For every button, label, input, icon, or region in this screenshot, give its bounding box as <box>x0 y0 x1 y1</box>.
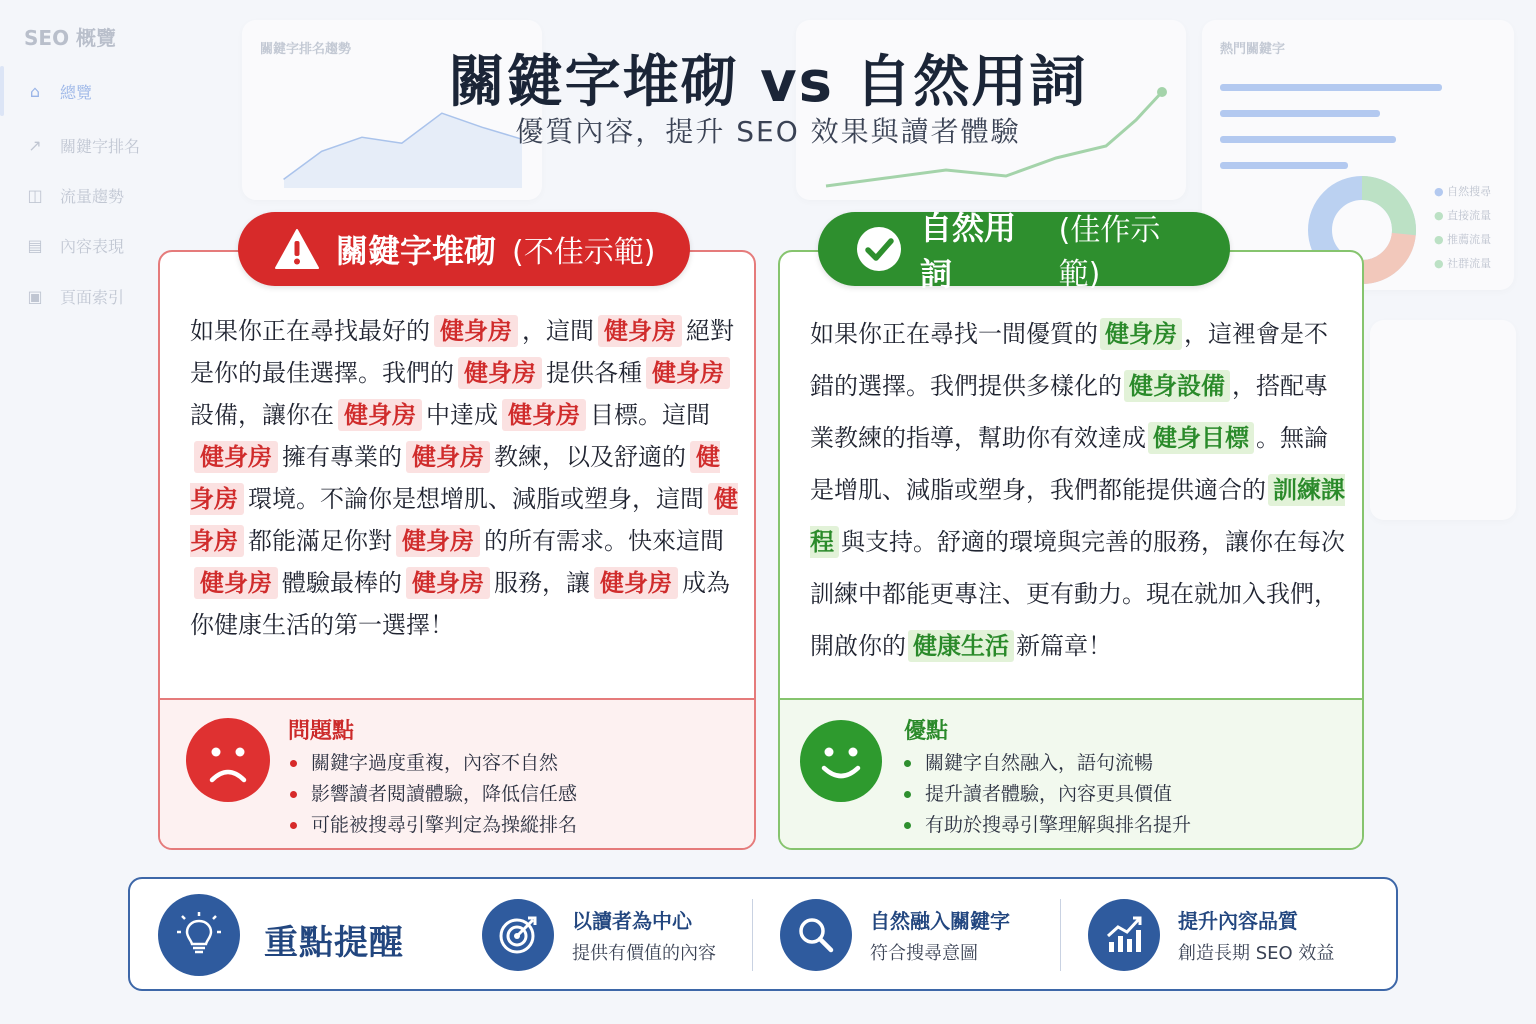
bad-example-badge <box>238 212 690 286</box>
index-icon: ▣ <box>27 286 43 306</box>
good-badge-note: (佳作示範) <box>1058 213 1161 292</box>
paragraph-text: 新篇章！ <box>1016 632 1112 660</box>
donut-legend: ● 自然搜尋 ● 直接流量 ● 推薦流量 ● 社群流量 <box>1434 185 1492 270</box>
keyword-highlight: 健身房 <box>458 357 542 389</box>
key-reminders-bar <box>128 877 1398 991</box>
paragraph-text: ，這間 <box>522 317 594 345</box>
sad-face-icon <box>186 718 270 802</box>
paragraph-text: 如果你正在尋找最好的 <box>190 317 430 345</box>
divider <box>1060 899 1061 971</box>
tip-subtext: 創造長期 SEO 效益 <box>1178 943 1335 964</box>
keyword-highlight: 健身設備 <box>1124 370 1230 402</box>
paragraph-text: 擁有專業的 <box>282 443 402 471</box>
paragraph-text: ，搭配 <box>1232 372 1304 400</box>
paragraph-text: 成為你健康生活的 <box>190 569 730 639</box>
keyword-highlight: 健身房 <box>646 357 730 389</box>
tip-heading: 自然融入關鍵字 <box>870 909 1010 933</box>
paragraph-text: 服務，讓 <box>494 569 590 597</box>
tip-heading: 提升內容品質 <box>1178 909 1298 933</box>
paragraph-text: 不錯的選擇。我們提供多樣化的 <box>810 320 1328 400</box>
sidebar-title: SEO 概覽 <box>24 26 117 50</box>
paragraph-text: 環境。不論你是想增肌、 <box>248 485 512 513</box>
document-icon: ▤ <box>27 235 43 255</box>
chart-icon: ◫ <box>27 185 43 205</box>
keyword-highlight: 健身房 <box>406 441 490 473</box>
bad-badge-label: 關鍵字堆砌 <box>336 232 497 270</box>
paragraph-text: 減脂或塑身，這間 <box>512 485 704 513</box>
keyword-highlight: 健身房 <box>502 399 586 431</box>
bad-example-panel <box>158 250 756 850</box>
keyword-highlight: 健身房 <box>396 525 480 557</box>
list-item: 關鍵字自然融入，語句流暢 <box>904 748 1191 779</box>
sidebar-item-label: 流量趨勢 <box>60 186 125 206</box>
check-circle-icon <box>854 224 904 274</box>
keyword-highlight: 健身房 <box>194 441 278 473</box>
good-points-section <box>780 698 1362 848</box>
paragraph-text: 如果你正在尋找一間優質的 <box>810 320 1098 348</box>
tip-subtext: 提供有價值的內容 <box>572 943 716 964</box>
paragraph-text: 第一選擇！ <box>334 611 454 639</box>
bad-points-list <box>290 748 577 841</box>
target-icon <box>482 899 554 971</box>
keyword-highlight: 健身房 <box>190 485 738 555</box>
keyword-highlight: 健康生活 <box>908 630 1014 662</box>
good-badge-label: 自然用詞 <box>920 209 1017 293</box>
search-icon <box>780 899 852 971</box>
list-item: 影響讀者閱讀體驗，降低信任感 <box>290 779 577 810</box>
smile-face-icon <box>800 720 882 802</box>
bad-points-section <box>160 698 754 848</box>
paragraph-text: 中達成 <box>426 401 498 429</box>
divider <box>752 899 753 971</box>
paragraph-text: 絕對是你的最佳選擇。我們的 <box>190 317 734 387</box>
side-card <box>1370 320 1516 520</box>
lightbulb-icon <box>158 894 240 976</box>
paragraph-text: 的所有需求。快來這間 <box>484 527 724 555</box>
paragraph-text: 體驗最棒的 <box>282 569 402 597</box>
list-item: 關鍵字過度重複，內容不自然 <box>290 748 577 779</box>
paragraph-text: 都能滿足你對 <box>248 527 392 555</box>
list-item: 有助於搜尋引擎理解與排名提升 <box>904 810 1191 841</box>
good-example-text <box>810 308 1350 672</box>
tip-subtext: 符合搜尋意圖 <box>870 943 978 964</box>
keyword-highlight: 健身房 <box>338 399 422 431</box>
keyword-highlight: 健身房 <box>190 443 720 513</box>
paragraph-text: ，這裡會是 <box>1184 320 1304 348</box>
trend-icon: ↗ <box>28 135 42 155</box>
keyword-highlight: 健身房 <box>594 567 678 599</box>
paragraph-text: 以及舒適的 <box>566 443 686 471</box>
paragraph-text: 。 <box>1256 424 1280 452</box>
bad-points-title: 問題點 <box>288 719 355 744</box>
sidebar-item-content[interactable] <box>24 230 124 260</box>
paragraph-text: 提供各種 <box>546 359 642 387</box>
home-icon: ⌂ <box>29 81 41 101</box>
sidebar-item-traffic[interactable] <box>24 180 124 210</box>
keyword-highlight: 健身房 <box>434 315 518 347</box>
paragraph-text: 現在就加入我們，開啟你的 <box>810 580 1338 660</box>
good-points-title: 優點 <box>904 719 949 744</box>
keyword-highlight: 健身房 <box>194 567 278 599</box>
sidebar-item-label: 內容表現 <box>60 236 125 256</box>
keyword-highlight: 健身房 <box>406 567 490 599</box>
paragraph-text: 教練， <box>494 443 566 471</box>
sidebar-item-index[interactable] <box>24 281 124 311</box>
keyword-highlight: 健身目標 <box>1148 422 1254 454</box>
keyword-highlight: 訓練課程 <box>810 476 1345 556</box>
growth-chart-icon <box>1088 899 1160 971</box>
list-item: 可能被搜尋引擎判定為操縱排名 <box>290 810 577 841</box>
paragraph-text: 目標。這間 <box>590 401 710 429</box>
paragraph-text: 無論是增肌、減脂或塑身，我們都能提供適合 <box>810 424 1328 504</box>
sidebar-item-label: 總覽 <box>60 82 93 102</box>
tip-heading: 以讀者為中心 <box>572 909 692 933</box>
paragraph-text: 讓你在每次訓練中都能更專注、更有動力。 <box>810 528 1345 608</box>
good-points-list <box>904 748 1191 841</box>
hot-keywords-title: 熱門關鍵字 <box>1220 42 1286 57</box>
key-reminders-title: 重點提醒 <box>264 923 404 963</box>
keyword-highlight: 健身房 <box>598 315 682 347</box>
paragraph-text: 設備，讓你在 <box>190 401 334 429</box>
page-subtitle: 優質內容，提升 SEO 效果與讀者體驗 <box>515 115 1021 148</box>
good-example-panel <box>778 250 1364 850</box>
paragraph-text: 與支持。舒適的環境與完善的服務， <box>841 528 1225 556</box>
keyword-highlight: 健身房 <box>1100 318 1182 350</box>
warning-icon <box>274 228 320 270</box>
page-title: 關鍵字堆砌 vs 自然用詞 <box>448 50 1088 115</box>
bad-badge-note: (不佳示範) <box>512 235 656 270</box>
good-example-badge <box>818 209 1230 293</box>
list-item: 提升讀者體驗，內容更具價值 <box>904 779 1191 810</box>
sidebar-item-label: 關鍵字排名 <box>60 136 141 156</box>
sidebar-item-label: 頁面索引 <box>60 287 125 307</box>
paragraph-text: 的 <box>1242 476 1266 504</box>
bad-example-text <box>190 310 738 646</box>
paragraph-text: 專業教練的指導，幫助你有效達成 <box>810 372 1328 452</box>
ranking-card-title: 關鍵字排名趨勢 <box>260 42 352 57</box>
